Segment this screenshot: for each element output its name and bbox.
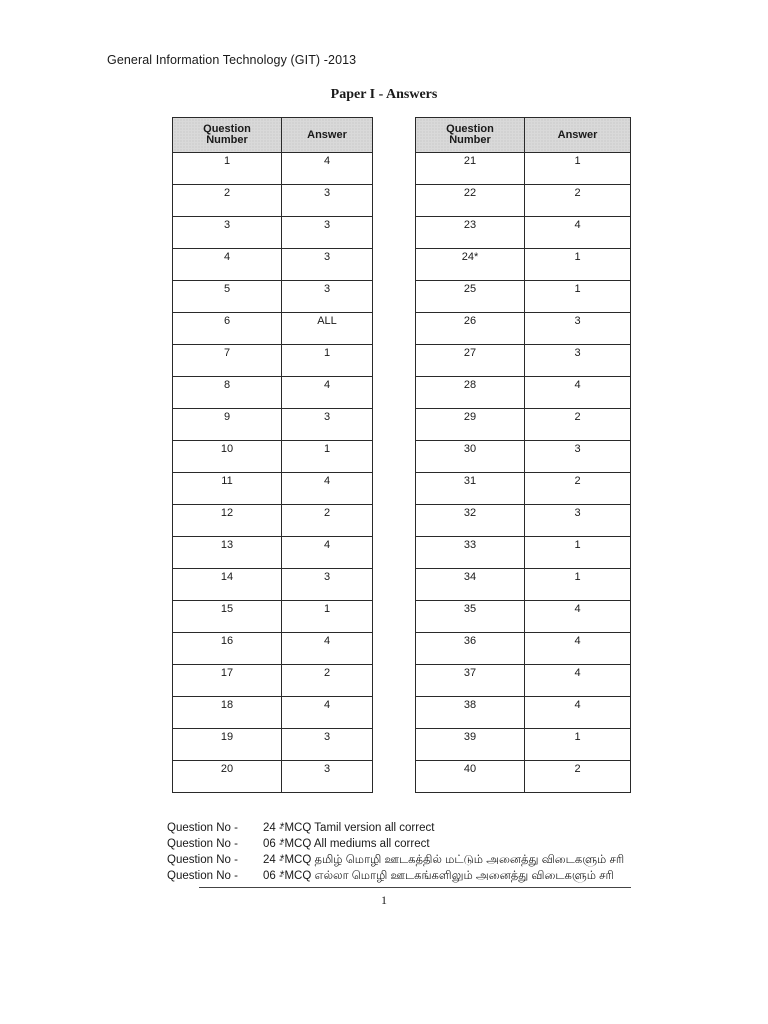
note-num: 24 - [263, 822, 283, 834]
table-row [416, 441, 631, 473]
document-header: General Information Technology (GIT) -2013 [107, 53, 357, 67]
answer-cell: 3 [525, 505, 631, 537]
question-number-cell: 32 [416, 505, 525, 537]
table-row [173, 569, 373, 601]
table-row [173, 761, 373, 793]
question-number-cell: 13 [173, 537, 282, 569]
table-row [173, 185, 373, 217]
table-row [416, 633, 631, 665]
table-row [416, 281, 631, 313]
table-row [173, 633, 373, 665]
table-row [416, 665, 631, 697]
question-number-cell: 17 [173, 665, 282, 697]
answer-cell: 4 [525, 665, 631, 697]
table-row [416, 537, 631, 569]
answer-cell: 1 [525, 729, 631, 761]
answer-header: Answer [525, 118, 631, 153]
question-number-cell: 20 [173, 761, 282, 793]
answer-cell: 1 [525, 153, 631, 185]
table-row [173, 249, 373, 281]
question-number-cell: 12 [173, 505, 282, 537]
divider [199, 887, 631, 888]
answer-cell: 4 [525, 697, 631, 729]
answer-cell: 2 [282, 665, 373, 697]
question-number-cell: 25 [416, 281, 525, 313]
note-num: 24 - [263, 854, 283, 866]
question-number-cell: 31 [416, 473, 525, 505]
note-text: *MCQ எல்லா மொழி ஊடகங்களிலும் அனைத்து விடைகளும் சரி [280, 870, 614, 882]
answer-cell: 3 [282, 185, 373, 217]
answer-cell: 2 [525, 473, 631, 505]
table-row [173, 505, 373, 537]
question-number-cell: 5 [173, 281, 282, 313]
answer-cell: 4 [282, 633, 373, 665]
note-label: Question No - [167, 822, 238, 834]
question-number-cell: 2 [173, 185, 282, 217]
answer-cell: 3 [282, 761, 373, 793]
note-num: 06 - [263, 870, 283, 882]
table-row [416, 505, 631, 537]
table-row [173, 441, 373, 473]
answer-cell: 4 [525, 633, 631, 665]
answer-cell: 1 [282, 441, 373, 473]
answer-cell: 4 [282, 537, 373, 569]
note-line [167, 868, 624, 884]
table-row [416, 185, 631, 217]
answer-cell: 3 [282, 729, 373, 761]
table-row [416, 761, 631, 793]
answer-cell: 3 [282, 409, 373, 441]
question-number-cell: 3 [173, 217, 282, 249]
note-label: Question No - [167, 838, 238, 850]
table-header-row [416, 118, 631, 153]
table-row [173, 281, 373, 313]
table-header-row [173, 118, 373, 153]
answer-cell: 3 [525, 313, 631, 345]
question-number-cell: 27 [416, 345, 525, 377]
question-number-cell: 21 [416, 153, 525, 185]
question-number-cell: 23 [416, 217, 525, 249]
question-number-cell: 29 [416, 409, 525, 441]
question-number-cell: 33 [416, 537, 525, 569]
answers-table-right [415, 117, 631, 793]
question-number-cell: 24* [416, 249, 525, 281]
answer-cell: 3 [282, 249, 373, 281]
page-number: 1 [381, 893, 387, 907]
question-number-cell: 35 [416, 601, 525, 633]
answer-cell: 4 [282, 473, 373, 505]
table-row [173, 409, 373, 441]
table-row [416, 377, 631, 409]
question-number-cell: 9 [173, 409, 282, 441]
question-number-cell: 34 [416, 569, 525, 601]
table-row [416, 153, 631, 185]
answer-cell: 4 [282, 377, 373, 409]
table-row [173, 665, 373, 697]
answer-cell: 3 [282, 281, 373, 313]
question-number-cell: 1 [173, 153, 282, 185]
answer-header: Answer [282, 118, 373, 153]
answer-cell: 4 [525, 217, 631, 249]
table-row [173, 153, 373, 185]
answer-cell: 2 [525, 185, 631, 217]
answer-cell: 1 [525, 281, 631, 313]
note-text: *MCQ தமிழ் மொழி ஊடகத்தில் மட்டும் அனைத்து விடைகளும் சரி [280, 854, 625, 866]
table-row [173, 697, 373, 729]
question-number-cell: 38 [416, 697, 525, 729]
table-row [416, 313, 631, 345]
question-number-cell: 36 [416, 633, 525, 665]
table-row [416, 569, 631, 601]
answer-cell: ALL [282, 313, 373, 345]
answer-cell: 4 [282, 697, 373, 729]
note-text: *MCQ Tamil version all correct [280, 822, 435, 834]
question-number-cell: 4 [173, 249, 282, 281]
note-label: Question No - [167, 854, 238, 866]
table-row [416, 249, 631, 281]
table-row [416, 345, 631, 377]
table-row [416, 729, 631, 761]
question-number-cell: 37 [416, 665, 525, 697]
note-text: *MCQ All mediums all correct [280, 838, 430, 850]
table-row [173, 537, 373, 569]
question-number-cell: 15 [173, 601, 282, 633]
footnotes [167, 820, 624, 884]
note-line [167, 820, 624, 836]
answer-cell: 2 [525, 761, 631, 793]
answer-cell: 3 [282, 569, 373, 601]
question-number-cell: 18 [173, 697, 282, 729]
question-number-cell: 30 [416, 441, 525, 473]
answer-cell: 4 [525, 377, 631, 409]
question-number-cell: 6 [173, 313, 282, 345]
answer-cell: 4 [525, 601, 631, 633]
question-number-cell: 16 [173, 633, 282, 665]
table-row [173, 345, 373, 377]
note-line [167, 836, 624, 852]
answer-cell: 2 [282, 505, 373, 537]
question-number-cell: 39 [416, 729, 525, 761]
answer-cell: 3 [282, 217, 373, 249]
answer-cell: 2 [525, 409, 631, 441]
table-row [416, 409, 631, 441]
answer-cell: 1 [282, 345, 373, 377]
answer-cell: 4 [282, 153, 373, 185]
table-row [416, 473, 631, 505]
table-row [173, 729, 373, 761]
table-row [416, 217, 631, 249]
table-row [173, 473, 373, 505]
question-number-cell: 22 [416, 185, 525, 217]
answer-cell: 3 [525, 441, 631, 473]
answer-cell: 1 [282, 601, 373, 633]
question-number-cell: 8 [173, 377, 282, 409]
table-row [173, 313, 373, 345]
note-line [167, 852, 624, 868]
table-row [173, 377, 373, 409]
question-number-cell: 19 [173, 729, 282, 761]
question-number-cell: 11 [173, 473, 282, 505]
answer-cell: 1 [525, 249, 631, 281]
question-number-cell: 14 [173, 569, 282, 601]
question-number-cell: 7 [173, 345, 282, 377]
question-number-cell: 10 [173, 441, 282, 473]
note-num: 06 - [263, 838, 283, 850]
answer-cell: 3 [525, 345, 631, 377]
page-title: Paper I - Answers [330, 87, 438, 102]
question-number-header: Question Number [416, 118, 525, 153]
answer-cell: 1 [525, 537, 631, 569]
question-number-cell: 26 [416, 313, 525, 345]
answers-table-left [172, 117, 373, 793]
table-row [416, 601, 631, 633]
question-number-cell: 40 [416, 761, 525, 793]
note-label: Question No - [167, 870, 238, 882]
answer-cell: 1 [525, 569, 631, 601]
question-number-cell: 28 [416, 377, 525, 409]
table-row [173, 217, 373, 249]
table-row [173, 601, 373, 633]
table-row [416, 697, 631, 729]
question-number-header: Question Number [173, 118, 282, 153]
